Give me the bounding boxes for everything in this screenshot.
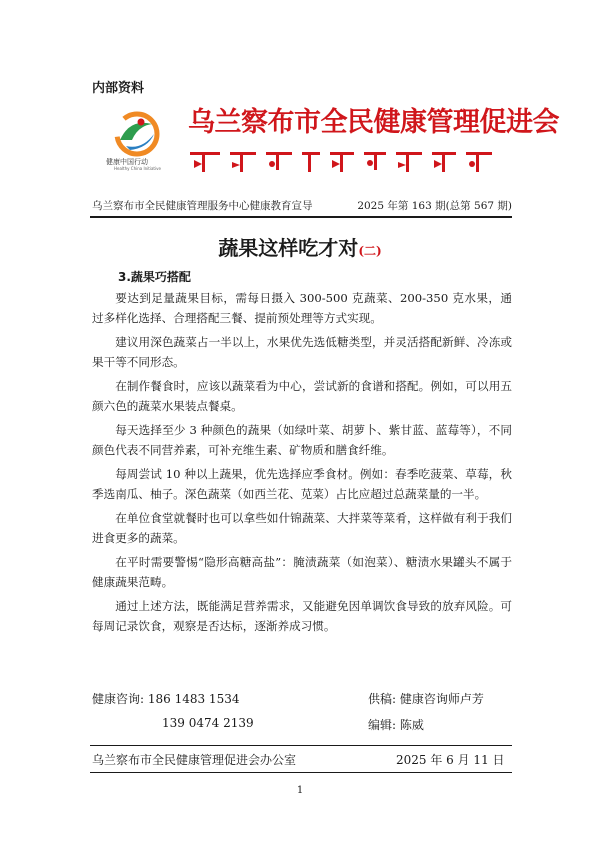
paragraph: 每天选择至少 3 种颜色的蔬果（如绿叶菜、胡萝卜、紫甘蓝、蓝莓等），不同颜色代表不同营养素，可补充维生素、矿物质和膳食纤维。 — [92, 423, 512, 457]
section-heading: 3.蔬果巧搭配 — [118, 270, 191, 284]
footer-date: 2025 年 6 月 11 日 — [396, 753, 505, 767]
paragraph: 在单位食堂就餐时也可以拿些如什锦蔬菜、大拌菜等菜肴，这样做有利于我们进食更多的蔬菜。 — [92, 511, 512, 545]
article-body — [92, 288, 512, 640]
editor: 编辑: 陈威 — [368, 718, 424, 732]
paragraph: 在制作餐食时，应该以蔬菜看为中心，尝试新的食谱和搭配。例如，可以用五颜六色的蔬菜水果装点餐桌。 — [92, 379, 512, 413]
issue-line — [92, 198, 512, 213]
logo-caption: 健康中国行动 — [106, 158, 148, 166]
article-title — [0, 232, 600, 261]
paragraph: 每周尝试 10 种以上蔬果，优先选择应季食材。例如：春季吃菠菜、草莓，秋季选南瓜、柚子。深色蔬菜（如西兰花、苋菜）占比应超过总蔬菜量的一半。 — [92, 467, 512, 501]
organization-title: 乌兰察布市全民健康管理促进会 — [188, 107, 559, 138]
paragraph: 建议用深色蔬菜占一半以上，水果优先选低糖类型，并灵活搭配新鲜、冷冻或果干等不同形态。 — [92, 335, 512, 369]
paragraph: 在平时需要警惕“隐形高糖高盐”：腌渍蔬菜（如泡菜）、糖渍水果罐头不属于健康蔬果范畴。 — [92, 555, 512, 589]
page-number: 1 — [296, 785, 304, 796]
internal-document-label: 内部资料 — [92, 81, 145, 96]
health-consult-phone-1: 健康咨询: 186 1483 1534 — [92, 692, 240, 706]
article-title-suffix: (二) — [358, 244, 382, 258]
footer-office: 乌兰察布市全民健康管理促进会办公室 — [92, 753, 297, 767]
paragraph: 通过上述方法，既能满足营养需求，又能避免因单调饮食导致的放弃风险。可每周记录饮食，观察是否达标，逐渐养成习惯。 — [92, 599, 512, 633]
paragraph: 要达到足量蔬果目标，需每日摄入 300-500 克蔬菜、200-350 克水果，通过多样化选择、合理搭配三餐、提前预处理等方式实现。 — [92, 291, 512, 325]
mongolian-script-title — [188, 148, 496, 174]
header-divider — [90, 216, 512, 218]
footer-divider-top — [90, 745, 512, 746]
contributor: 供稿: 健康咨询师卢芳 — [368, 692, 484, 706]
issue-number: 2025 年第 163 期(总第 567 期) — [357, 200, 512, 212]
footer-divider-bottom — [90, 772, 512, 773]
healthy-china-logo — [108, 110, 166, 158]
logo-subcaption: Healthy China Initiative — [114, 166, 161, 171]
health-consult-phone-2: 139 0474 2139 — [162, 716, 254, 730]
article-title-text: 蔬果这样吃才对 — [218, 236, 359, 260]
issue-organization: 乌兰察布市全民健康管理服务中心健康教育宣导 — [92, 200, 313, 212]
